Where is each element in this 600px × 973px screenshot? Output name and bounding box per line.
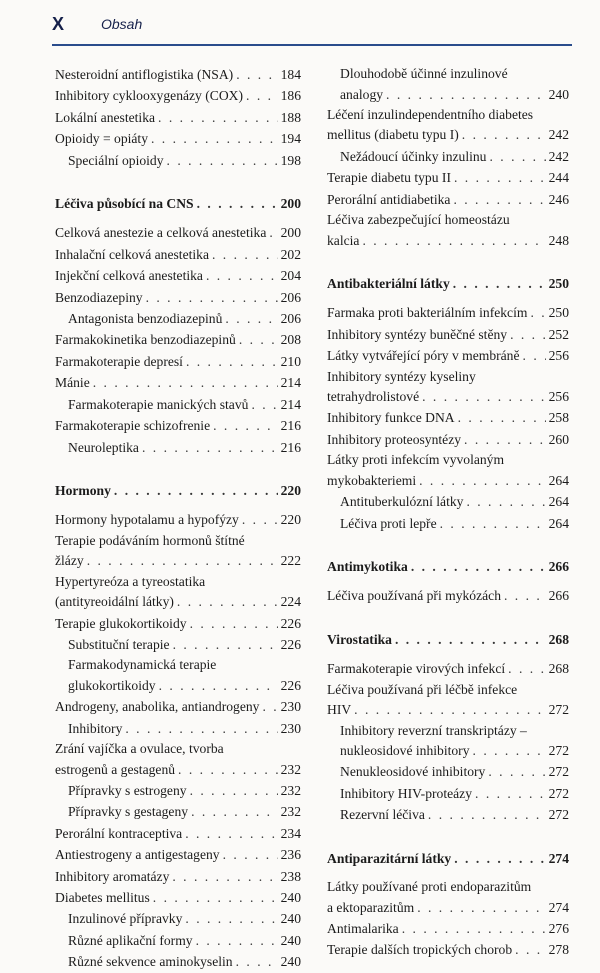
toc-entry-title: mykobakteriemi — [327, 472, 417, 488]
dot-leader — [242, 509, 278, 530]
toc-page-number: 256 — [548, 348, 569, 364]
toc-right-column — [327, 64, 569, 961]
dot-leader — [185, 908, 277, 929]
dot-leader — [172, 866, 277, 887]
toc-entry-title: Speciální opioidy — [68, 152, 164, 168]
dot-leader — [269, 222, 277, 243]
toc-page-number: 208 — [280, 332, 301, 348]
toc-entry — [55, 655, 301, 696]
toc-page-number: 222 — [280, 553, 301, 569]
toc-entry — [55, 308, 301, 329]
toc-page-number: 268 — [548, 631, 569, 647]
toc-entry — [327, 761, 569, 782]
toc-page-number: 232 — [280, 782, 301, 798]
toc-entry-title: Léčiva používaná při mykózách — [327, 588, 501, 604]
toc-page-number: 186 — [280, 88, 301, 104]
toc-section-antiparazitarni — [327, 848, 569, 869]
toc-entry — [327, 302, 569, 323]
toc-entry — [55, 801, 301, 822]
toc-page-number: 232 — [280, 804, 301, 820]
toc-entry — [327, 189, 569, 210]
toc-entry-title: Celková anestezie a celková anestetika — [55, 225, 267, 241]
toc-page-number: 216 — [280, 418, 301, 434]
toc-page-number: 230 — [280, 720, 301, 736]
toc-entry — [55, 908, 301, 929]
toc-page-number: 240 — [280, 932, 301, 948]
dot-leader — [458, 407, 546, 428]
toc-page-number: 200 — [280, 196, 301, 212]
toc-page-number: 248 — [548, 232, 569, 248]
toc-section-heading — [327, 848, 569, 869]
page-header — [0, 0, 600, 46]
toc-entry-title: glukokortikoidy — [68, 677, 156, 693]
toc-entry — [327, 367, 569, 408]
dot-leader — [197, 193, 278, 214]
toc-entry — [327, 167, 569, 188]
toc-entry-title: Nenukleosidové inhibitory — [340, 764, 486, 780]
toc-entry — [55, 150, 301, 171]
toc-entry-title-line: Látky proti infekcím vyvolaným — [327, 452, 505, 468]
toc-page-number: 268 — [548, 661, 569, 677]
toc-entry-title: Farmakokinetika benzodiazepinů — [55, 332, 236, 348]
dot-leader — [151, 128, 278, 149]
toc-page-number: 224 — [280, 594, 301, 610]
toc-page-number: 238 — [280, 868, 301, 884]
toc-section-antibakterialni — [327, 273, 569, 294]
toc-entry-title: Inhibitory HIV-proteázy — [340, 785, 473, 801]
toc-page-number: 274 — [548, 899, 569, 915]
toc-entry — [55, 634, 301, 655]
toc-entry-title: Inhibitory funkce DNA — [327, 410, 455, 426]
dot-leader — [93, 372, 278, 393]
toc-page-number: 272 — [548, 702, 569, 718]
toc-section-heading — [327, 273, 569, 294]
dot-leader — [142, 437, 278, 458]
dot-leader — [178, 759, 278, 780]
toc-entry — [327, 658, 569, 679]
toc-entry — [55, 844, 301, 865]
toc-entry-title: Androgeny, anabolika, antiandrogeny — [55, 699, 260, 715]
dot-leader — [411, 556, 546, 577]
toc-entry — [327, 345, 569, 366]
toc-entry-title: Virostatika — [327, 631, 392, 647]
toc-entry-title: Inzulinové přípravky — [68, 911, 183, 927]
dot-leader — [153, 887, 278, 908]
toc-entry — [327, 491, 569, 512]
toc-page-number: 274 — [548, 850, 569, 866]
dot-leader — [196, 930, 278, 951]
toc-entry-title: Antiestrogeny a antigestageny — [55, 847, 220, 863]
dot-leader — [422, 386, 545, 407]
dot-leader — [158, 107, 278, 128]
toc-entry-title: Léčiva působící na CNS — [55, 196, 194, 212]
toc-entry-title: Látky vytvářející póry v membráně — [327, 348, 520, 364]
toc-entry-title-line: Dlouhodobě účinné inzulinové — [340, 66, 508, 81]
toc-entry — [327, 918, 569, 939]
toc-entry — [327, 939, 569, 960]
dot-leader — [191, 801, 278, 822]
dot-leader — [488, 761, 545, 782]
toc-entry-title: Přípravky s gestageny — [68, 804, 189, 820]
dot-leader — [419, 470, 546, 491]
toc-page-number: 250 — [548, 275, 569, 291]
dot-leader — [402, 918, 546, 939]
toc-entry — [327, 877, 569, 918]
toc-entry-title-line: Hypertyreóza a tyreostatika — [55, 573, 206, 589]
toc-entry-title: Perorální kontraceptiva — [55, 825, 183, 841]
dot-leader — [454, 167, 546, 188]
toc-entry-title: Rezervní léčiva — [340, 807, 425, 823]
toc-page-number: 236 — [280, 847, 301, 863]
toc-entry — [55, 930, 301, 951]
dot-leader — [190, 780, 278, 801]
toc-entry-title: Farmakoterapie depresí — [55, 353, 183, 369]
dot-leader — [190, 613, 278, 634]
dot-leader — [223, 844, 278, 865]
toc-page-number: 272 — [548, 764, 569, 780]
toc-entry-title: Různé sekvence aminokyselin — [68, 954, 233, 970]
toc-entry — [327, 783, 569, 804]
toc-section-virostatika — [327, 629, 569, 650]
toc-entry-title: Různé aplikační formy — [68, 932, 193, 948]
toc-entry-title: Inhibitory proteosyntézy — [327, 431, 462, 447]
toc-entry — [55, 739, 301, 780]
dot-leader — [177, 591, 278, 612]
toc-group-antiparazitarni — [327, 877, 569, 961]
toc-entry — [327, 407, 569, 428]
toc-entry-title: Farmaka proti bakteriálním infekcím — [327, 305, 528, 321]
toc-entry-title: Antagonista benzodiazepinů — [68, 311, 223, 327]
toc-page-number: 264 — [548, 472, 569, 488]
toc-entry-title-line: Inhibitory syntézy kyseliny — [327, 368, 476, 384]
toc-entry-title: Přípravky s estrogeny — [68, 782, 187, 798]
toc-entry-title: a ektoparazitům — [327, 899, 415, 915]
dot-leader — [246, 85, 278, 106]
dot-leader — [462, 124, 546, 145]
toc-entry — [327, 105, 569, 146]
toc-entry — [55, 823, 301, 844]
dot-leader — [489, 146, 545, 167]
toc-entry — [55, 107, 301, 128]
toc-entry-title: Antibakteriální látky — [327, 275, 450, 291]
toc-page-number: 240 — [280, 954, 301, 970]
toc-page-number: 242 — [548, 148, 569, 164]
dot-leader — [167, 150, 278, 171]
dot-leader — [114, 480, 278, 501]
toc-entry — [327, 680, 569, 721]
dot-leader — [530, 302, 545, 323]
toc-entry-title: Substituční terapie — [68, 636, 170, 652]
toc-entry-title-line: Terapie podáváním hormonů štítné — [55, 532, 245, 548]
toc-entry-title: Terapie dalších tropických chorob — [327, 942, 513, 958]
toc-entry — [55, 866, 301, 887]
toc-page-number: 244 — [548, 170, 569, 186]
toc-entry — [327, 429, 569, 450]
toc-entry-title: analogy — [340, 86, 384, 102]
toc-page-number: 240 — [280, 890, 301, 905]
toc-page-number: 278 — [548, 942, 569, 958]
toc-entry-title: Inhibitory cyklooxygenázy (COX) — [55, 88, 244, 104]
toc-group-cns — [55, 222, 301, 457]
toc-entry-title: Inhalační celková anestetika — [55, 246, 209, 262]
dot-leader — [87, 550, 278, 571]
toc-entry-title: Farmakoterapie schizofrenie — [55, 418, 211, 434]
toc-entry — [55, 509, 301, 530]
toc-entry-title: Injekční celková anestetika — [55, 268, 203, 284]
dot-leader — [386, 84, 546, 105]
toc-section-heading — [55, 480, 301, 501]
toc-page-number: 198 — [280, 152, 301, 168]
dot-leader — [510, 324, 546, 345]
toc-entry-title: nukleosidové inhibitory — [340, 743, 470, 759]
toc-page-number: 214 — [280, 375, 301, 391]
dot-leader — [440, 513, 546, 534]
toc-entry-title-line: Léčení inzulindependentního diabetes — [327, 106, 534, 122]
toc-entry-title-line: Zrání vajíčka a ovulace, tvorba — [55, 741, 224, 757]
dot-leader — [206, 265, 278, 286]
toc-entry-title-line: Léčiva používaná při léčbě infekce — [327, 681, 518, 697]
toc-page-number: 240 — [548, 86, 569, 102]
toc-section-cns — [55, 193, 301, 214]
dot-leader — [262, 696, 277, 717]
dot-leader — [185, 823, 277, 844]
toc-entry-title: Inhibitory syntézy buněčné stěny — [327, 326, 508, 342]
toc-page-number: 194 — [280, 131, 301, 147]
toc-entry-title: Benzodiazepiny — [55, 289, 143, 305]
toc-page-number: 214 — [280, 396, 301, 412]
toc-section-heading — [55, 193, 301, 214]
toc-entry-title: Farmakoterapie virových infekcí — [327, 661, 506, 677]
toc-page-number: 188 — [280, 109, 301, 125]
toc-page-number: 220 — [280, 512, 301, 528]
dot-leader — [395, 629, 546, 650]
toc-entry-title: Nežádoucí účinky inzulinu — [340, 148, 487, 164]
toc-page-number: 184 — [280, 67, 301, 82]
toc-page-number: 272 — [548, 743, 569, 759]
toc-entry — [55, 372, 301, 393]
dot-leader — [508, 658, 545, 679]
dot-leader — [473, 740, 546, 761]
toc-page-number: 260 — [548, 431, 569, 447]
dot-leader — [454, 848, 545, 869]
toc-entry — [327, 324, 569, 345]
dot-leader — [466, 491, 545, 512]
dot-leader — [146, 287, 278, 308]
toc-entry-title: estrogenů a gestagenů — [55, 761, 176, 777]
dot-leader — [251, 394, 277, 415]
toc-entry — [55, 696, 301, 717]
toc-page-number: 246 — [548, 191, 569, 207]
chapter-number: X — [52, 14, 65, 34]
toc-group-antimykotika — [327, 585, 569, 606]
toc-entry — [55, 887, 301, 908]
toc-entry — [55, 351, 301, 372]
dot-leader — [186, 351, 278, 372]
toc-entry — [55, 329, 301, 350]
toc-entry-title: žlázy — [55, 553, 84, 569]
toc-entry — [55, 572, 301, 613]
toc-group-virostatika — [327, 658, 569, 825]
toc-entry-title: Opioidy = opiáty — [55, 131, 148, 147]
dot-leader — [173, 634, 278, 655]
toc-entry-title: Léčiva proti lepře — [340, 515, 437, 531]
toc-page-number: 264 — [548, 494, 569, 510]
toc-entry — [55, 394, 301, 415]
dot-leader — [225, 308, 277, 329]
toc-entry — [55, 718, 301, 739]
toc-page-number: 272 — [548, 807, 569, 823]
toc-page-number: 264 — [548, 515, 569, 531]
toc-entry — [327, 513, 569, 534]
toc-entry-title: Farmakoterapie manických stavů — [68, 396, 249, 412]
toc-entry-title: Antimalarika — [327, 920, 399, 936]
toc-page-number: 226 — [280, 677, 301, 693]
toc-page-number: 226 — [280, 636, 301, 652]
toc-entry — [55, 64, 301, 85]
toc-entry-title: Antituberkulózní látky — [340, 494, 464, 510]
toc-entry — [55, 780, 301, 801]
toc-page-number: 206 — [280, 289, 301, 305]
dot-leader — [236, 64, 277, 85]
toc-page-number: 226 — [280, 615, 301, 631]
toc-page-number: 252 — [548, 326, 569, 342]
toc-group-antibakterialni — [327, 302, 569, 534]
toc-entry-title-line: Farmakodynamická terapie — [68, 657, 217, 673]
dot-leader — [213, 415, 277, 436]
toc-entry — [55, 222, 301, 243]
page-title: Obsah — [101, 16, 143, 32]
dot-leader — [504, 585, 546, 606]
dot-leader — [125, 718, 277, 739]
toc-entry — [55, 85, 301, 106]
toc-page-number: 240 — [280, 911, 301, 927]
toc-entry-title-line: Inhibitory reverzní transkriptázy – — [340, 722, 527, 738]
toc-page-number: 234 — [280, 825, 301, 841]
toc-entry-title: HIV — [327, 702, 352, 718]
dot-leader — [417, 897, 545, 918]
toc-entry — [327, 64, 569, 105]
dot-leader — [159, 675, 278, 696]
toc-entry — [327, 450, 569, 491]
toc-entry-title: Terapie glukokortikoidy — [55, 615, 187, 631]
dot-leader — [212, 244, 278, 265]
dot-leader — [523, 345, 546, 366]
toc-page-number: 266 — [548, 588, 569, 604]
toc-page-number: 256 — [548, 389, 569, 405]
dot-leader — [515, 939, 545, 960]
toc-entry — [55, 531, 301, 572]
toc-page-number: 242 — [548, 127, 569, 143]
toc-page-number: 206 — [280, 311, 301, 327]
toc-page-number: 210 — [280, 353, 301, 369]
toc-entry-title: kalcia — [327, 232, 360, 248]
toc-entry-title: Lokální anestetika — [55, 109, 156, 125]
dot-leader — [475, 783, 546, 804]
toc-entry-title: Nesteroidní antiflogistika (NSA) — [55, 67, 234, 82]
toc-entry — [327, 585, 569, 606]
toc-entry — [55, 287, 301, 308]
toc-section-hormony — [55, 480, 301, 501]
toc-page-number: 232 — [280, 761, 301, 777]
toc-entry — [55, 244, 301, 265]
toc-entry-title: Antimykotika — [327, 559, 408, 574]
toc-group-hormony — [55, 509, 301, 972]
toc-entry — [55, 951, 301, 972]
toc-page-number: 230 — [280, 699, 301, 715]
toc-entry-title: Neuroleptika — [68, 439, 139, 455]
toc-entry — [55, 265, 301, 286]
toc-left-column — [55, 64, 301, 973]
toc-entry-title-line: Léčiva zabezpečující homeostázu — [327, 212, 510, 228]
toc-section-antimykotika — [327, 556, 569, 577]
toc-entry — [327, 146, 569, 167]
dot-leader — [236, 951, 278, 972]
toc-page-number: 204 — [280, 268, 301, 284]
toc-group-analgetika — [55, 64, 301, 171]
toc-page-number: 200 — [280, 225, 301, 241]
toc-group-diabetes — [327, 64, 569, 251]
toc-entry — [327, 804, 569, 825]
toc-entry-title: Inhibitory aromatázy — [55, 868, 170, 884]
toc-section-heading — [327, 629, 569, 650]
toc-entry — [55, 415, 301, 436]
toc-page-number: 202 — [280, 246, 301, 262]
dot-leader — [428, 804, 546, 825]
toc-entry-title: Inhibitory — [68, 720, 123, 736]
toc-entry-title-line: Látky používané proti endoparazitům — [327, 879, 532, 895]
toc-entry-title: Mánie — [55, 375, 90, 391]
toc-entry — [327, 721, 569, 762]
toc-entry-title: tetrahydrolistové — [327, 389, 420, 405]
toc-entry-title: Perorální antidiabetika — [327, 191, 451, 207]
toc-entry — [55, 128, 301, 149]
toc-page-number: 272 — [548, 785, 569, 801]
toc-section-heading — [327, 556, 569, 577]
toc-entry-title: Hormony hypotalamu a hypofýzy — [55, 512, 239, 528]
toc-page-number: 258 — [548, 410, 569, 426]
toc-page-number: 216 — [280, 439, 301, 455]
dot-leader — [354, 699, 545, 720]
toc-page-number: 220 — [280, 482, 301, 498]
dot-leader — [464, 429, 546, 450]
toc-entry-title: Diabetes mellitus — [55, 890, 150, 905]
toc-page-number: 266 — [548, 559, 569, 574]
toc-entry-title: (antityreoidální látky) — [55, 594, 174, 610]
dot-leader — [453, 273, 546, 294]
toc-page-number: 276 — [548, 920, 569, 936]
dot-leader — [453, 189, 545, 210]
toc-entry — [55, 613, 301, 634]
toc-page-number: 250 — [548, 305, 569, 321]
toc-entry-title: Terapie diabetu typu II — [327, 170, 451, 186]
toc-entry — [327, 210, 569, 251]
dot-leader — [362, 230, 545, 251]
header-rule — [52, 44, 572, 46]
toc-entry — [55, 437, 301, 458]
toc-entry-title: Hormony — [55, 482, 111, 498]
dot-leader — [239, 329, 278, 350]
toc-entry-title: mellitus (diabetu typu I) — [327, 127, 459, 143]
toc-entry-title: Antiparazitární látky — [327, 850, 452, 866]
